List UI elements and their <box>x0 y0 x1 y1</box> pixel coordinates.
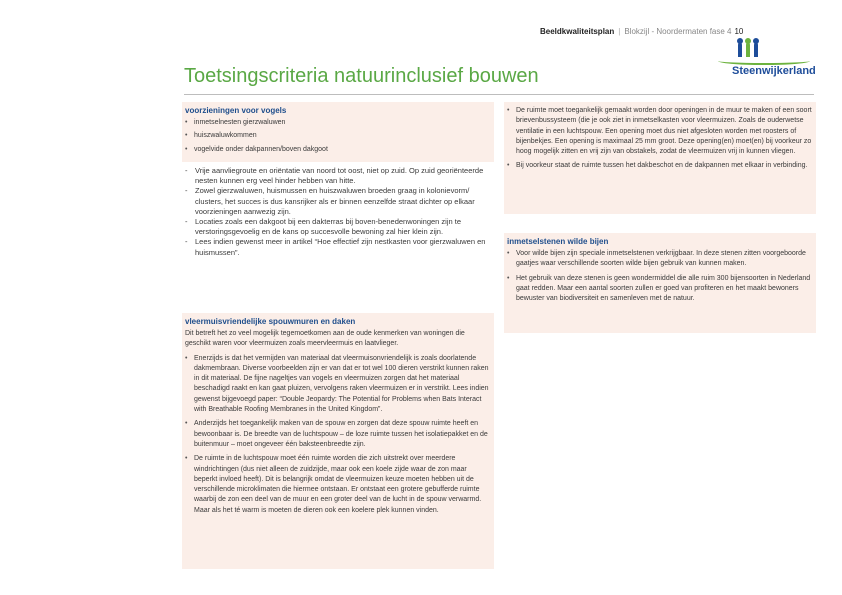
birds-list <box>185 118 494 155</box>
bats-intro: Dit betreft het zo veel mogelijk tegemoetkomen aan de oude kenmerken van woningen die geschikt waren voor vleermuizen zoals meervleermuis en laatvlieger. <box>185 330 465 348</box>
bats-list <box>185 354 491 516</box>
list-item: • inmetselnesten gierzwaluwen <box>185 118 494 128</box>
list-item: • Anderzijds het toegankelijk maken van de spouw en zorgen dat deze spouw ruimte heeft en bewoonbaar is. De breedte van de luchtspouw – de loze ruimte tussen het isolatiepakket en de buitenmuur – moet ongeveer één baksteenbreedte zijn. <box>185 419 491 450</box>
logo-swoosh <box>718 57 810 65</box>
note-item: - Locaties zoals een dakgoot bij een dakterras bij boven-benedenwoningen zijn te verstoringsgevoelig en de kans op succesvolle bewoning zal hier klein zijn. <box>184 217 490 237</box>
list-item: • Voor wilde bijen zijn speciale inmetselstenen verkrijgbaar. In deze stenen zitten voorgeboorde gaatjes waar verschillende soorten wilde bijen gebruik van kunnen maken. <box>507 249 813 270</box>
document-subtitle: Blokzijl - Noordermaten fase 4 <box>624 27 732 36</box>
municipality-logo <box>716 43 816 79</box>
bats-heading: vleermuisvriendelijke spouwmuren en daken <box>185 317 356 326</box>
list-item: • Bij voorkeur staat de ruimte tussen het dakbeschot en de dakpannen met elkaar in verbinding. <box>507 161 813 171</box>
logo-name: Steenwijkerland <box>732 65 816 77</box>
page-number: 10 <box>734 27 744 36</box>
list-item: • Enerzijds is dat het vermijden van materiaal dat vleermuisonvriendelijk is zoals doorlatende dakmembraan. Diverse voorbeelden zijn er van dat er tot wel 100 dieren verstrikt kunnen raken in dit materiaal. De fijne nageltjes van vogels en vleermuizen zorgen dat het materiaal beschadigd raakt en kan gaat pluizen, vervolgens raken vleermuizen er in verstrikt. Lees indien gewenst bijgevoegd paper: “Double Jeopardy: The Potential for Problems when Bats Interact with Breathable Roofing Membranes in the United Kingdom”. <box>185 354 491 416</box>
bats-continued-list <box>507 106 813 172</box>
document-title: Beeldkwaliteitsplan <box>540 27 615 36</box>
list-item: • huiszwaluwkommen <box>185 131 494 141</box>
birds-notes <box>184 166 490 258</box>
bats-continued-box <box>504 102 816 214</box>
list-item: • Het gebruik van deze stenen is geen wondermiddel die alle ruim 300 bijensoorten in Nederland gaat redden. Maar een aantal soorten zullen er goed van profiteren en het maakt bewoners bewuster van biodiversiteit en samenleven met de natuur. <box>507 274 813 305</box>
page-header <box>540 27 820 36</box>
list-item: • De ruimte moet toegankelijk gemaakt worden door openingen in de muur te maken of een soort brievenbussysteem (die je ook ziet in inmetselkasten voor vleermuizen. Zoals de ouderwetse ventilatie in een luchtspouw. Een opening moet dus niet afgesloten worden met roosters of bijenbekjes. Een opening is maximaal 25 mm groot. Deze opening(en) moet(en) bij voorkeur zo hoog mogelijk zitten en vrij zijn van obstakels, zodat de vleermuizen vrij in kunnen vliegen. <box>507 106 813 157</box>
birds-heading: voorzieningen voor vogels <box>185 106 287 115</box>
bees-list <box>507 249 813 304</box>
header-separator: | <box>618 27 621 36</box>
list-item: • vogelvide onder dakpannen/boven dakgoot <box>185 145 494 155</box>
bees-box <box>504 233 816 333</box>
note-item: - Zowel gierzwaluwen, huismussen en huiszwaluwen broeden graag in kolonievorm/ clusters, het succes is dus kansrijker als er binnen eenzelfde straat dichter op elkaar voorzieningen aanwezig zijn. <box>184 186 490 217</box>
note-item: - Vrije aanvliegroute en oriëntatie van noord tot oost, niet op zuid. Op zuid georiënteerde nesten kunnen erg veel hinder hebben van hitte. <box>184 166 490 186</box>
list-item: • De ruimte in de luchtspouw moet één ruimte worden die zich uitstrekt over meerdere windrichtingen (dus niet alleen de zuidzijde, maar ook een koele zijde waar de zon maar beperkt invloed heeft). Dit is belangrijk omdat de vleermuizen keuze moeten hebben uit de verschillende microklimaten die hiermee ontstaan. Er ontstaat een grotere gebufferde ruimte waarbij de zon een deel van de muur en een groter deel van de lucht in de spouw verwarmd. Maar als het té warm is moeten de dieren ook een koelere plek kunnen vinden. <box>185 454 491 516</box>
page-title: Toetsingscriteria natuurinclusief bouwen <box>184 65 539 87</box>
birds-box <box>182 102 494 162</box>
bats-box <box>182 313 494 569</box>
note-item: - Lees indien gewenst meer in artikel “Hoe effectief zijn nestkasten voor gierzwaluwen en huismussen”. <box>184 237 490 257</box>
title-divider <box>184 94 814 95</box>
bees-heading: inmetselstenen wilde bijen <box>507 237 609 246</box>
